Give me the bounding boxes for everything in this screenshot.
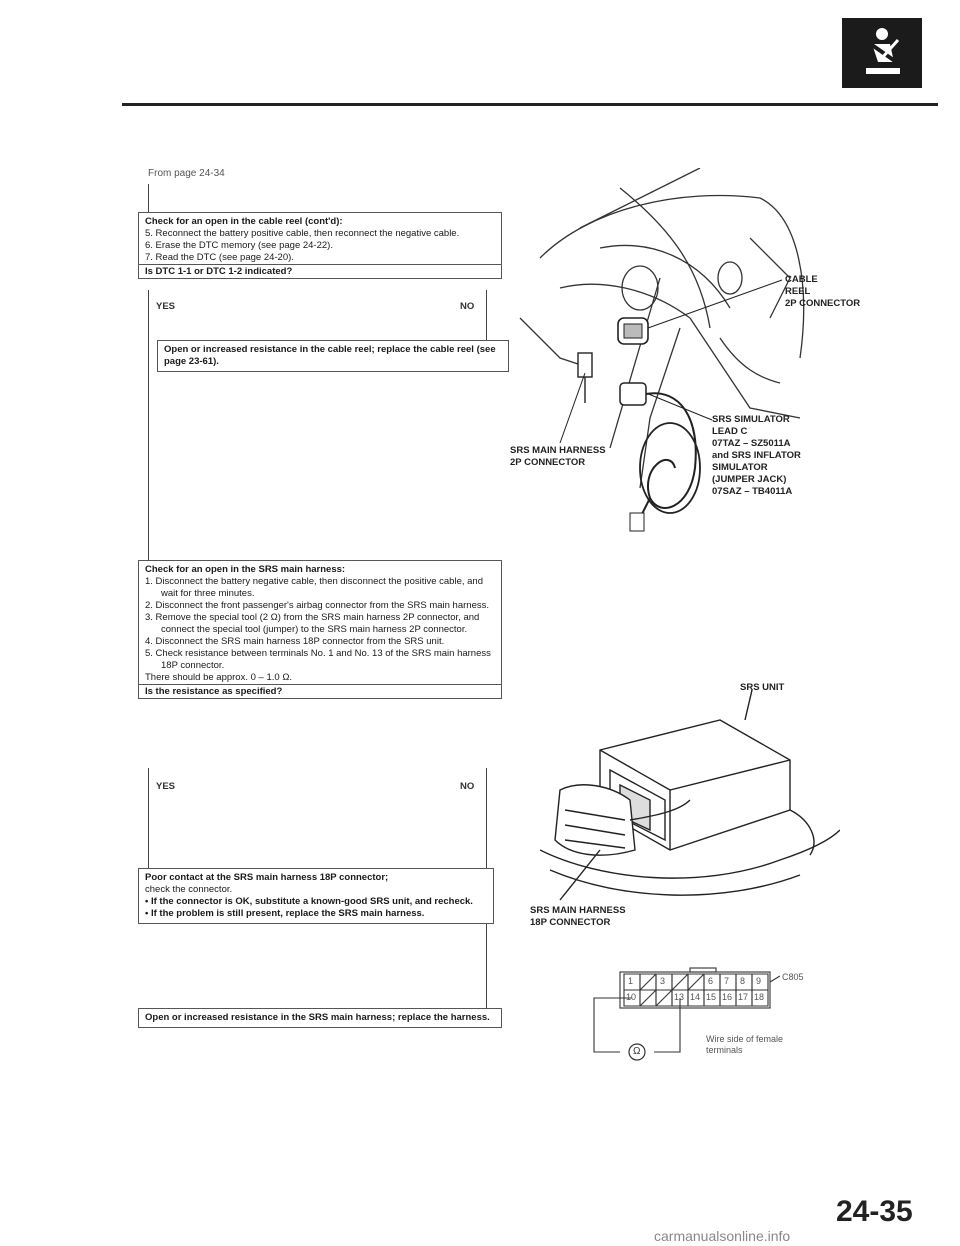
- label-srs-simulator: [712, 414, 801, 498]
- no-label: NO: [460, 781, 475, 792]
- label-main-harness-2p: [510, 445, 606, 469]
- connector-caption: [706, 1034, 783, 1056]
- result-title: Poor contact at the SRS main harness 18P connector;: [145, 872, 389, 883]
- label-line: 07SAZ – TB4011A: [712, 486, 793, 497]
- page-number: 24-35: [836, 1195, 913, 1228]
- connector-id: C805: [782, 972, 804, 982]
- step-item: 4. Disconnect the SRS main harness 18P connector from the SRS unit.: [145, 636, 445, 647]
- step-title: Check for an open in the SRS main harness:: [145, 564, 346, 575]
- pin-8: 8: [740, 976, 746, 986]
- label-line: SIMULATOR: [712, 462, 768, 473]
- no-label: NO: [460, 301, 475, 312]
- flow-line: [486, 290, 487, 340]
- pin-10: 10: [626, 992, 637, 1002]
- step-item: 6. Erase the DTC memory (see page 24-22).: [145, 240, 333, 251]
- flow-line: [148, 768, 149, 868]
- pin-3: 3: [660, 976, 666, 986]
- label-srs-unit: SRS UNIT: [740, 682, 785, 693]
- pin-13: 13: [674, 992, 685, 1002]
- step-item: 5. Check resistance between terminals No. 1 and No. 13 of the SRS main harness 18P connector.: [145, 648, 491, 671]
- step-list: [145, 228, 495, 264]
- pin-18: 18: [754, 992, 765, 1002]
- decision-question: Is DTC 1-1 or DTC 1-2 indicated?: [139, 264, 501, 278]
- step-list: [145, 576, 495, 684]
- pin-16: 16: [722, 992, 733, 1002]
- yes-label: YES: [156, 301, 176, 312]
- flow-line: [148, 290, 149, 560]
- caption-line: terminals: [706, 1045, 743, 1055]
- result-text: Open or increased resistance in the cable reel; replace the cable reel (see page 23-61).: [164, 344, 496, 367]
- label-line: SRS MAIN HARNESS: [530, 905, 626, 916]
- pin-6: 6: [708, 976, 714, 986]
- step-item: 2. Disconnect the front passenger's airbag connector from the SRS main harness.: [145, 600, 489, 611]
- decision-question: Is the resistance as specified?: [139, 684, 501, 698]
- step-title: Check for an open in the cable reel (cont'd):: [145, 216, 343, 227]
- step-box-main-harness-check: [138, 560, 502, 699]
- label-line: SRS MAIN HARNESS: [510, 445, 606, 456]
- watermark: carmanualsonline.info: [654, 1228, 791, 1244]
- result-text: Open or increased resistance in the SRS main harness; replace the harness.: [145, 1012, 490, 1023]
- header-rule: [122, 103, 938, 106]
- label-cable-reel: [785, 274, 860, 310]
- label-line: 18P CONNECTOR: [530, 917, 611, 928]
- step-item: 7. Read the DTC (see page 24-20).: [145, 252, 294, 263]
- label-line: CABLE: [785, 274, 818, 285]
- pin-15: 15: [706, 992, 717, 1002]
- label-line: (JUMPER JACK): [712, 474, 787, 485]
- label-line: and SRS INFLATOR: [712, 450, 801, 461]
- step-item: 3. Remove the special tool (2 Ω) from the SRS main harness 2P connector, and connect the special tool (jumper) to the SRS main harness 2P connector.: [145, 612, 480, 635]
- step-item: There should be approx. 0 – 1.0 Ω.: [145, 672, 293, 683]
- step-box-cable-reel-check: [138, 212, 502, 279]
- result-box-poor-contact: [138, 868, 494, 924]
- step-item: 5. Reconnect the battery positive cable, then reconnect the negative cable.: [145, 228, 460, 239]
- result-bullet: • If the connector is OK, substitute a known-good SRS unit, and recheck.: [145, 896, 473, 907]
- srs-unit-illustration: [540, 690, 840, 910]
- result-box-replace-harness: [138, 1008, 502, 1028]
- label-line: 2P CONNECTOR: [785, 298, 861, 309]
- seatbelt-airbag-icon: [842, 18, 922, 88]
- label-line: LEAD C: [712, 426, 748, 437]
- label-line: SRS SIMULATOR: [712, 414, 790, 425]
- pin-7: 7: [724, 976, 730, 986]
- label-main-harness-18p: [530, 905, 626, 929]
- caption-line: Wire side of female: [706, 1034, 784, 1044]
- result-box-replace-cable-reel: [157, 340, 509, 372]
- label-line: 07TAZ – SZ5011A: [712, 438, 791, 449]
- label-line: REEL: [785, 286, 811, 297]
- pin-9: 9: [756, 976, 762, 986]
- result-line: check the connector.: [145, 884, 233, 895]
- yes-label: YES: [156, 781, 176, 792]
- flow-line: [148, 184, 149, 212]
- label-line: 2P CONNECTOR: [510, 457, 586, 468]
- from-page-text: From page 24-34: [148, 168, 225, 179]
- result-bullet: • If the problem is still present, replace the SRS main harness.: [145, 908, 425, 919]
- pin-17: 17: [738, 992, 749, 1002]
- pin-14: 14: [690, 992, 701, 1002]
- pin-1: 1: [628, 976, 634, 986]
- result-bullets: [145, 896, 487, 920]
- ohmmeter-symbol: Ω: [633, 1046, 641, 1057]
- step-item: 1. Disconnect the battery negative cable, then disconnect the positive cable, and wait for three minutes.: [145, 576, 483, 599]
